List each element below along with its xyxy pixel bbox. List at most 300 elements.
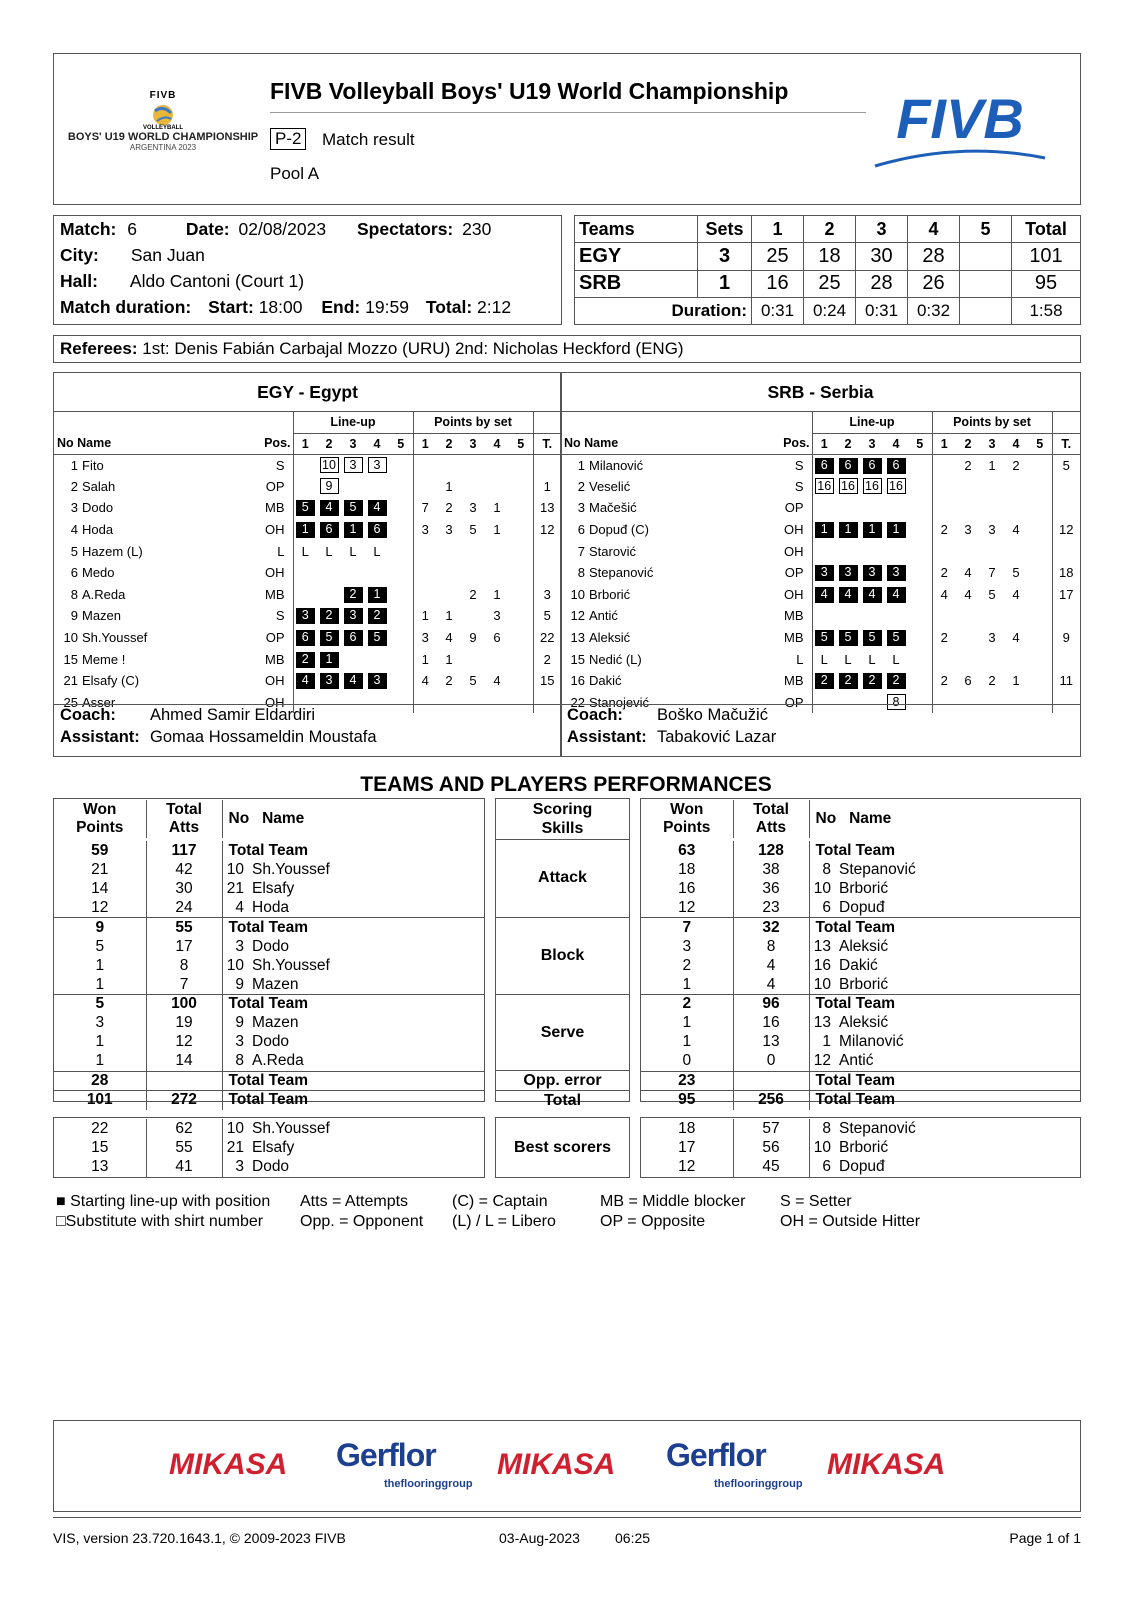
player-name: Sh.Youssef (252, 956, 330, 974)
player-number: 10 (813, 975, 831, 993)
set-points: 3 (964, 522, 972, 538)
set-points (956, 605, 980, 627)
set-points (1028, 584, 1052, 606)
set-points: 2 (940, 565, 948, 581)
lineup-cell (389, 454, 413, 476)
set-points: 4 (1012, 586, 1020, 602)
set-number-header: 3 (341, 433, 365, 454)
won-points: 12 (54, 899, 146, 918)
set-points (956, 540, 980, 562)
lineup-cell (389, 476, 413, 498)
header-line: Won (83, 801, 117, 818)
total-atts: 16 (733, 1014, 809, 1033)
player-total (1052, 497, 1080, 519)
player-name: Dodo (252, 937, 290, 955)
set-points (509, 627, 533, 649)
player-number: 12 (570, 608, 585, 624)
lineup-cell (836, 497, 860, 519)
team-total-row (641, 995, 1080, 1014)
player-position: OP (253, 627, 293, 649)
player-name: Veselić (589, 478, 631, 494)
lineup-cell (293, 670, 317, 692)
set-points (980, 605, 1004, 627)
team-title: SRB - Serbia (561, 373, 1080, 412)
set-points: 1 (1012, 673, 1020, 689)
starting-position-box: 1 (887, 522, 906, 538)
libero-mark: L (892, 651, 900, 667)
player-position: MB (772, 627, 812, 649)
set-points (932, 540, 956, 562)
perf-table-left (54, 841, 484, 1110)
lineup-cell (908, 670, 932, 692)
player-stat-row (641, 937, 1080, 956)
player-name: Elsafy (C) (82, 673, 140, 689)
header-line: Skills (541, 820, 584, 837)
set-points (509, 497, 533, 519)
lineup-cell (836, 454, 860, 476)
legend-item: ■ Starting line-up with position (56, 1193, 271, 1210)
starting-position-box: 4 (815, 587, 834, 603)
lineup-cell (365, 584, 389, 606)
lineup-cell (884, 540, 908, 562)
player-number: 3 (235, 937, 244, 955)
starting-position-box: 4 (887, 587, 906, 603)
lineup-cell (317, 562, 341, 584)
player-position: MB (772, 670, 812, 692)
lineup-cell (812, 562, 836, 584)
lineup-cell (812, 497, 836, 519)
libero-mark: L (301, 543, 309, 559)
set-points: 1 (445, 608, 453, 624)
won-points: 23 (641, 1071, 733, 1090)
set-points (485, 540, 509, 562)
gerflor-sub: theflooringgroup (384, 1478, 473, 1490)
lineup-cell (293, 562, 317, 584)
player-name: Meme ! (82, 651, 126, 667)
perf-header-left (54, 800, 484, 838)
starting-position-box: 2 (887, 673, 906, 689)
lineup-cell (293, 540, 317, 562)
lineup-cell (365, 670, 389, 692)
starting-position-box: 5 (887, 630, 906, 646)
legend-column (452, 1192, 556, 1232)
substitute-box: 9 (320, 478, 339, 494)
player-total: 1 (543, 478, 551, 494)
lineup-cell (884, 476, 908, 498)
col-set3: 3 (856, 216, 908, 243)
total-team-label: Total Team (809, 1071, 1080, 1090)
won-points: 1 (641, 975, 733, 994)
player-name: Asser (82, 694, 116, 710)
set-duration: 0:31 (856, 297, 908, 324)
player-total: 5 (1062, 457, 1070, 473)
score-row-egy (575, 243, 1081, 270)
lineup-cell (860, 584, 884, 606)
document-code: P-2 (270, 128, 306, 150)
player-name: Hazem (L) (82, 543, 143, 559)
player-number: 1 (577, 457, 585, 473)
total-team-label: Total Team (222, 995, 484, 1014)
starting-position-box: 2 (839, 673, 858, 689)
set-points: 3 (469, 500, 477, 516)
set-points (1028, 476, 1052, 498)
substitute-box: 16 (863, 478, 882, 494)
lineup-cell (365, 454, 389, 476)
player-number: 10 (813, 1138, 831, 1156)
player-total (1052, 648, 1080, 670)
set-number-header: 1 (413, 433, 437, 454)
footer-time: 06:25 (615, 1530, 651, 1546)
won-points: 17 (641, 1138, 733, 1157)
libero-mark: L (373, 543, 381, 559)
set-points (413, 540, 437, 562)
set-points (1004, 497, 1028, 519)
starting-position-box: 4 (839, 587, 858, 603)
player-total: 12 (540, 522, 555, 538)
substitute-box: 3 (344, 457, 363, 473)
lineup-cell (365, 519, 389, 541)
won-points: 101 (54, 1090, 146, 1109)
starting-position-box: 5 (320, 630, 339, 646)
won-points: 1 (54, 1033, 146, 1052)
total-team-label: Total Team (809, 918, 1080, 937)
starting-position-box: 3 (839, 565, 858, 581)
player-row (54, 584, 561, 606)
set-points (461, 648, 485, 670)
player-number: 6 (70, 565, 78, 581)
lineup-cell (293, 497, 317, 519)
set-points (1028, 562, 1052, 584)
legend-item: OP = Opposite (600, 1213, 706, 1230)
no-name-header: No Name (54, 433, 253, 454)
lineup-cell (860, 540, 884, 562)
total-atts: 96 (733, 995, 809, 1014)
lineup-cell (812, 605, 836, 627)
set-score: 26 (908, 270, 960, 297)
score-row-srb (575, 270, 1081, 297)
set-points (461, 454, 485, 476)
total-header: T. (1052, 433, 1080, 454)
lineup-cell (293, 476, 317, 498)
lineup-cell (812, 519, 836, 541)
legend-item: □Substitute with shirt number (56, 1213, 264, 1230)
set-number-header: 2 (956, 433, 980, 454)
player-stat-row (54, 879, 484, 898)
won-points: 3 (54, 1014, 146, 1033)
logo-fivb-text: FIVB (149, 90, 177, 101)
pool-label: Pool A (270, 164, 320, 183)
referees (53, 335, 1081, 363)
team-total-row (641, 918, 1080, 937)
player-total (533, 454, 561, 476)
player-row (561, 605, 1080, 627)
lineup-cell (836, 584, 860, 606)
referees-text: 1st: Denis Fabián Carbajal Mozzo (URU) 2nd: Nicholas Heckford (ENG) (142, 339, 684, 358)
lineup-cell (389, 605, 413, 627)
lineup-cell (317, 519, 341, 541)
player-name: Brborić (839, 1138, 889, 1156)
col-total: Total (1012, 216, 1081, 243)
total-atts: 4 (733, 975, 809, 994)
starting-position-box: 5 (344, 500, 363, 516)
total-duration: 1:58 (1012, 297, 1081, 324)
total-atts: 17 (146, 937, 222, 956)
lineup-cell (365, 540, 389, 562)
player-total: 15 (540, 673, 555, 689)
player-number: 1 (822, 1033, 831, 1051)
player-position: OH (253, 562, 293, 584)
best-scorer-row (641, 1119, 1080, 1138)
lineup-cell (884, 584, 908, 606)
set-points: 9 (469, 630, 477, 646)
no-name-header: No Name (561, 433, 772, 454)
lineup-cell (884, 627, 908, 649)
set-points (437, 584, 461, 606)
pos-header: Pos. (253, 433, 293, 454)
starting-position-box: 6 (368, 522, 387, 538)
player-total: 2 (543, 651, 551, 667)
assistant-label: Assistant: (567, 728, 647, 746)
set-score: 28 (856, 270, 908, 297)
col-sets: Sets (698, 216, 752, 243)
player-row (54, 605, 561, 627)
player-number: 8 (70, 586, 78, 602)
col-teams: Teams (575, 216, 698, 243)
legend-item: Opp. = Opponent (300, 1213, 424, 1230)
set-points: 3 (421, 522, 429, 538)
lineup-cell (365, 648, 389, 670)
player-position: MB (253, 497, 293, 519)
player-total: 18 (1059, 565, 1074, 581)
lineup-cell (317, 670, 341, 692)
lineup-cell (812, 584, 836, 606)
t-header-spacer (1052, 412, 1080, 433)
player-number: 4 (70, 522, 78, 538)
team-total-row (54, 918, 484, 937)
set-points (485, 562, 509, 584)
won-points: 3 (641, 937, 733, 956)
player-name: Brborić (839, 975, 889, 993)
footer-date: 03-Aug-2023 (499, 1530, 580, 1546)
player-number: 10 (570, 586, 585, 602)
footer-version: VIS, version 23.720.1643.1, © 2009-2023 FIVB (53, 1530, 346, 1546)
won-points-header (54, 800, 146, 838)
set-number-header: 4 (365, 433, 389, 454)
logo-championship-text: BOYS' U19 WORLD CHAMPIONSHIP (67, 131, 259, 143)
set-points: 2 (964, 457, 972, 473)
lineup-cell (884, 562, 908, 584)
set-score: 16 (752, 270, 804, 297)
player-total: 3 (543, 586, 551, 602)
sponsor-banner (53, 1420, 1081, 1512)
lineup-cell (908, 584, 932, 606)
footer-page: Page 1 of 1 (1009, 1530, 1081, 1546)
legend-column (56, 1192, 270, 1232)
player-name: Aleksić (839, 1014, 889, 1032)
player-name: Dopuđ (839, 898, 885, 916)
player-number: 9 (235, 975, 244, 993)
score-table (574, 215, 1081, 325)
coach-area (54, 704, 561, 756)
player-number: 21 (226, 1138, 244, 1156)
player-number: 2 (70, 478, 78, 494)
set-points (509, 540, 533, 562)
best-scorer-row (641, 1157, 1080, 1176)
lineup-header: Line-up (812, 412, 932, 433)
set-points: 1 (421, 608, 429, 624)
player-position: MB (253, 584, 293, 606)
player-position: MB (772, 605, 812, 627)
lineup-cell (836, 627, 860, 649)
player-stat-row (641, 1014, 1080, 1033)
player-number: 3 (235, 1157, 244, 1175)
set-points (1028, 519, 1052, 541)
set-points (1028, 627, 1052, 649)
skills-header (496, 800, 629, 840)
player-number: 16 (570, 673, 585, 689)
perf-header-row (54, 800, 484, 838)
player-total (533, 540, 561, 562)
set-points: 4 (493, 673, 501, 689)
set-number-header: 5 (509, 433, 533, 454)
set-points (1028, 605, 1052, 627)
skill-label: Opp. error (496, 1070, 629, 1089)
lineup-cell (860, 670, 884, 692)
set-points (1028, 497, 1052, 519)
won-points: 59 (54, 841, 146, 860)
player-stat-row (54, 956, 484, 975)
starting-position-box: 2 (344, 587, 363, 603)
player-number: 3 (577, 500, 585, 516)
lineup-cell (341, 648, 365, 670)
set-score: 25 (804, 270, 856, 297)
perf-table-right (641, 841, 1080, 1110)
starting-position-box: 3 (368, 673, 387, 689)
libero-mark: L (868, 651, 876, 667)
set-points (485, 454, 509, 476)
player-name: Mazen (252, 975, 299, 993)
lineup-cell (860, 476, 884, 498)
player-number: 13 (813, 937, 831, 955)
player-name: Aleksić (589, 630, 631, 646)
best-scorers-left (54, 1119, 484, 1177)
starting-position-box: 3 (296, 608, 315, 624)
set-points (956, 476, 980, 498)
player-name: Mazen (82, 608, 122, 624)
set-points: 5 (469, 673, 477, 689)
won-points: 1 (54, 956, 146, 975)
set-points (413, 562, 437, 584)
player-name: Milanović (839, 1033, 904, 1051)
set-number-header: 5 (908, 433, 932, 454)
won-points: 16 (641, 879, 733, 898)
starting-position-box: 3 (863, 565, 882, 581)
lineup-cell (812, 540, 836, 562)
lineup-cell (293, 605, 317, 627)
lineup-cell (908, 540, 932, 562)
player-row (54, 670, 561, 692)
team-total-row (54, 1090, 484, 1109)
total-atts: 23 (733, 899, 809, 918)
skill-label: Total (496, 1090, 629, 1109)
starting-position-box: 5 (296, 500, 315, 516)
skill-label: Serve (496, 994, 629, 1071)
player-total: 9 (1062, 630, 1070, 646)
set-score: 28 (908, 243, 960, 270)
team-total-row (54, 1071, 484, 1090)
header-line: Atts (168, 819, 200, 836)
lineup-cell (908, 497, 932, 519)
total-label: Total: (425, 297, 473, 317)
lineup-cell (884, 648, 908, 670)
skill-label: Attack (538, 869, 587, 886)
player-stat-row (54, 1014, 484, 1033)
mikasa-logo: MIKASA (827, 1448, 946, 1481)
player-stat-row (54, 975, 484, 994)
lineup-cell (860, 648, 884, 670)
total-atts: 55 (146, 918, 222, 937)
set-number-header: 4 (485, 433, 509, 454)
starting-position-box: 1 (839, 522, 858, 538)
player-name: Aleksić (839, 937, 889, 955)
player-total: 22 (540, 630, 555, 646)
player-name: Nedić (L) (589, 651, 642, 667)
player-stat-row (641, 975, 1080, 994)
player-name: Brborić (839, 879, 889, 897)
city-value: San Juan (130, 245, 205, 265)
player-number: 13 (813, 1014, 831, 1032)
set-points (461, 540, 485, 562)
set-points: 4 (940, 586, 948, 602)
set-points (509, 670, 533, 692)
team-total-row (54, 841, 484, 860)
player-stat-row (54, 860, 484, 879)
match-date: 02/08/2023 (238, 219, 327, 239)
coach-line (567, 706, 768, 725)
match-number: 6 (127, 219, 137, 239)
player-name: Brborić (589, 586, 631, 602)
table-header-row (54, 433, 561, 454)
date-label: Date: (185, 219, 230, 239)
legend-item: (C) = Captain (452, 1193, 548, 1210)
set-points: 2 (940, 630, 948, 646)
starting-position-box: 3 (320, 673, 339, 689)
total-atts: 272 (146, 1090, 222, 1109)
set-points (1028, 648, 1052, 670)
total-atts: 8 (146, 956, 222, 975)
set-points (485, 648, 509, 670)
set-points: 4 (964, 586, 972, 602)
lineup-cell (884, 670, 908, 692)
player-total (1052, 605, 1080, 627)
assistant-line (60, 728, 377, 747)
lineup-cell (317, 584, 341, 606)
player-total (1052, 476, 1080, 498)
set-points (461, 605, 485, 627)
total-atts: 14 (146, 1052, 222, 1071)
player-row (561, 454, 1080, 476)
set-points: 3 (445, 522, 453, 538)
player-row (561, 540, 1080, 562)
player-position: OH (772, 519, 812, 541)
set-points: 3 (493, 608, 501, 624)
set-points: 2 (1012, 457, 1020, 473)
player-number: 10 (226, 860, 244, 878)
total-score: 101 (1012, 243, 1081, 270)
player-number: 9 (70, 608, 78, 624)
lineup-cell (860, 519, 884, 541)
total-atts: 55 (146, 1138, 222, 1157)
